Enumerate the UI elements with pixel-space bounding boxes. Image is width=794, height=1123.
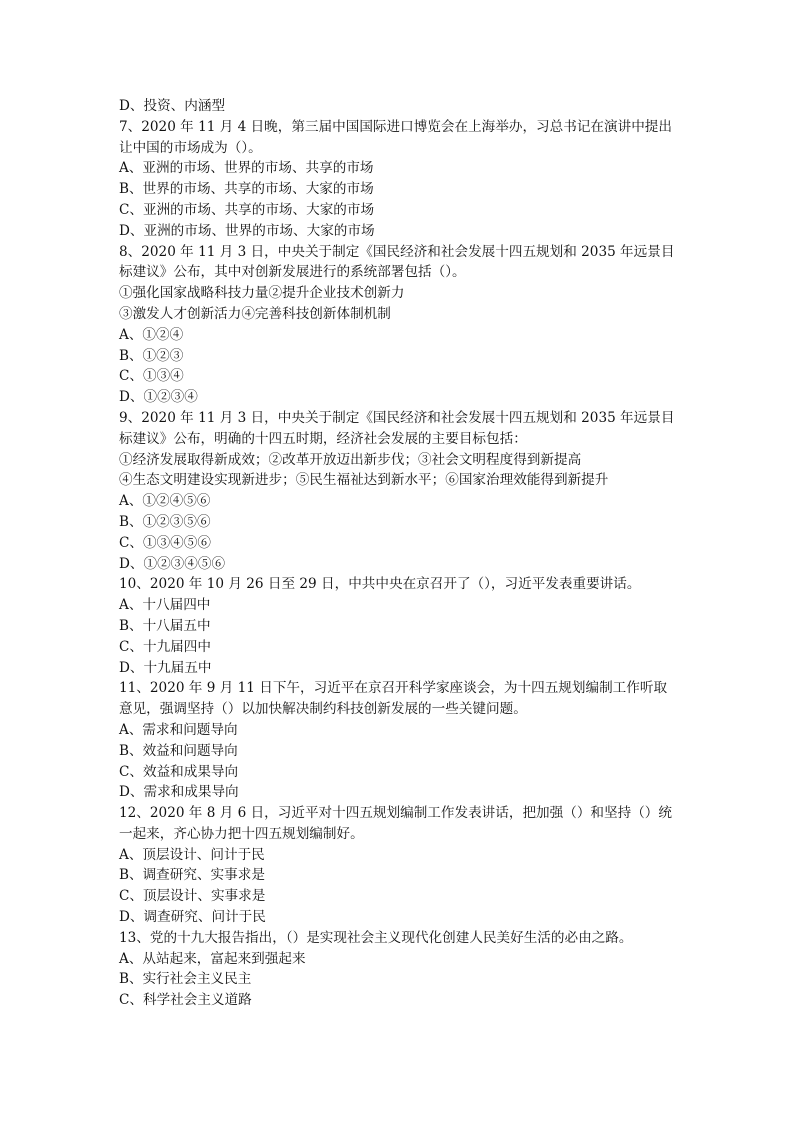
question-stem: 8、2020 年 11 月 3 日，中央关于制定《国民经济和社会发展十四五规划和 2035 年远景目 bbox=[119, 243, 675, 260]
answer-option: C、科学社会主义道路 bbox=[119, 992, 252, 1009]
answer-option: C、十九届四中 bbox=[119, 638, 211, 655]
answer-option: A、亚洲的市场、世界的市场、共享的市场 bbox=[119, 160, 374, 177]
answer-option: B、调查研究、实事求是 bbox=[119, 867, 265, 884]
answer-option: B、效益和问题导向 bbox=[119, 742, 238, 759]
answer-option: C、①③④ bbox=[119, 368, 184, 385]
answer-option: D、①②③④ bbox=[119, 389, 198, 406]
answer-option: C、效益和成果导向 bbox=[119, 763, 239, 780]
answer-option: D、需求和成果导向 bbox=[119, 784, 239, 801]
answer-option: C、顶层设计、实事求是 bbox=[119, 888, 266, 905]
question-statement: ④生态文明建设实现新进步；⑤民生福祉达到新水平；⑥国家治理效能得到新提升 bbox=[119, 472, 609, 489]
answer-option: B、十八届五中 bbox=[119, 617, 211, 634]
answer-option: A、需求和问题导向 bbox=[119, 721, 238, 738]
question-stem: 7、2020 年 11 月 4 日晚，第三届中国国际进口博览会在上海举办，习总书记在演讲中提出 bbox=[119, 118, 672, 135]
answer-option: A、顶层设计、问计于民 bbox=[119, 846, 265, 863]
answer-option: D、调查研究、问计于民 bbox=[119, 909, 266, 926]
question-stem: 让中国的市场成为（）。 bbox=[119, 139, 262, 156]
document-body bbox=[119, 96, 675, 1011]
answer-option: C、亚洲的市场、共享的市场、大家的市场 bbox=[119, 201, 375, 218]
answer-option: A、①②④ bbox=[119, 326, 184, 343]
answer-option: D、投资、内涵型 bbox=[119, 98, 226, 114]
answer-option: B、实行社会主义民主 bbox=[119, 971, 252, 988]
question-stem: 12、2020 年 8 月 6 日，习近平对十四五规划编制工作发表讲话，把加强（）和坚持（）统 bbox=[119, 805, 672, 822]
answer-option: A、十八届四中 bbox=[119, 597, 211, 614]
answer-option: B、①②③ bbox=[119, 347, 184, 364]
answer-option: A、①②④⑤⑥ bbox=[119, 493, 211, 510]
question-stem: 一起来，齐心协力把十四五规划编制好。 bbox=[119, 825, 364, 842]
question-stem: 10、2020 年 10 月 26 日至 29 日，中共中央在京召开了（），习近平发表重要讲话。 bbox=[119, 576, 641, 593]
answer-option: C、①③④⑤⑥ bbox=[119, 534, 211, 551]
question-stem: 11、2020 年 9 月 11 日下午，习近平在京召开科学家座谈会，为十四五规划编制工作听取 bbox=[119, 680, 668, 697]
answer-option: D、十九届五中 bbox=[119, 659, 212, 676]
question-stem: 标建议》公布，其中对创新发展进行的系统部署包括（）。 bbox=[119, 264, 466, 281]
answer-option: A、从站起来，富起来到强起来 bbox=[119, 950, 306, 967]
answer-option: D、亚洲的市场、世界的市场、大家的市场 bbox=[119, 222, 375, 239]
question-stem: 13、党的十九大报告指出，（）是实现社会主义现代化创建人民美好生活的必由之路。 bbox=[119, 929, 633, 946]
answer-option: D、①②③④⑤⑥ bbox=[119, 555, 226, 572]
question-statement: ③激发人才创新活力④完善科技创新体制机制 bbox=[119, 305, 391, 322]
answer-option: B、①②③⑤⑥ bbox=[119, 513, 211, 530]
question-statement: ①经济发展取得新成效；②改革开放迈出新步伐；③社会文明程度得到新提高 bbox=[119, 451, 582, 468]
question-stem: 意见，强调坚持（）以加快解决制约科技创新发展的一些关键问题。 bbox=[119, 701, 527, 718]
question-stem: 9、2020 年 11 月 3 日，中央关于制定《国民经济和社会发展十四五规划和 2035 年远景目 bbox=[119, 409, 675, 426]
question-stem: 标建议》公布，明确的十四五时期，经济社会发展的主要目标包括： bbox=[119, 430, 527, 447]
question-statement: ①强化国家战略科技力量②提升企业技术创新力 bbox=[119, 285, 405, 302]
answer-option: B、世界的市场、共享的市场、大家的市场 bbox=[119, 181, 374, 198]
